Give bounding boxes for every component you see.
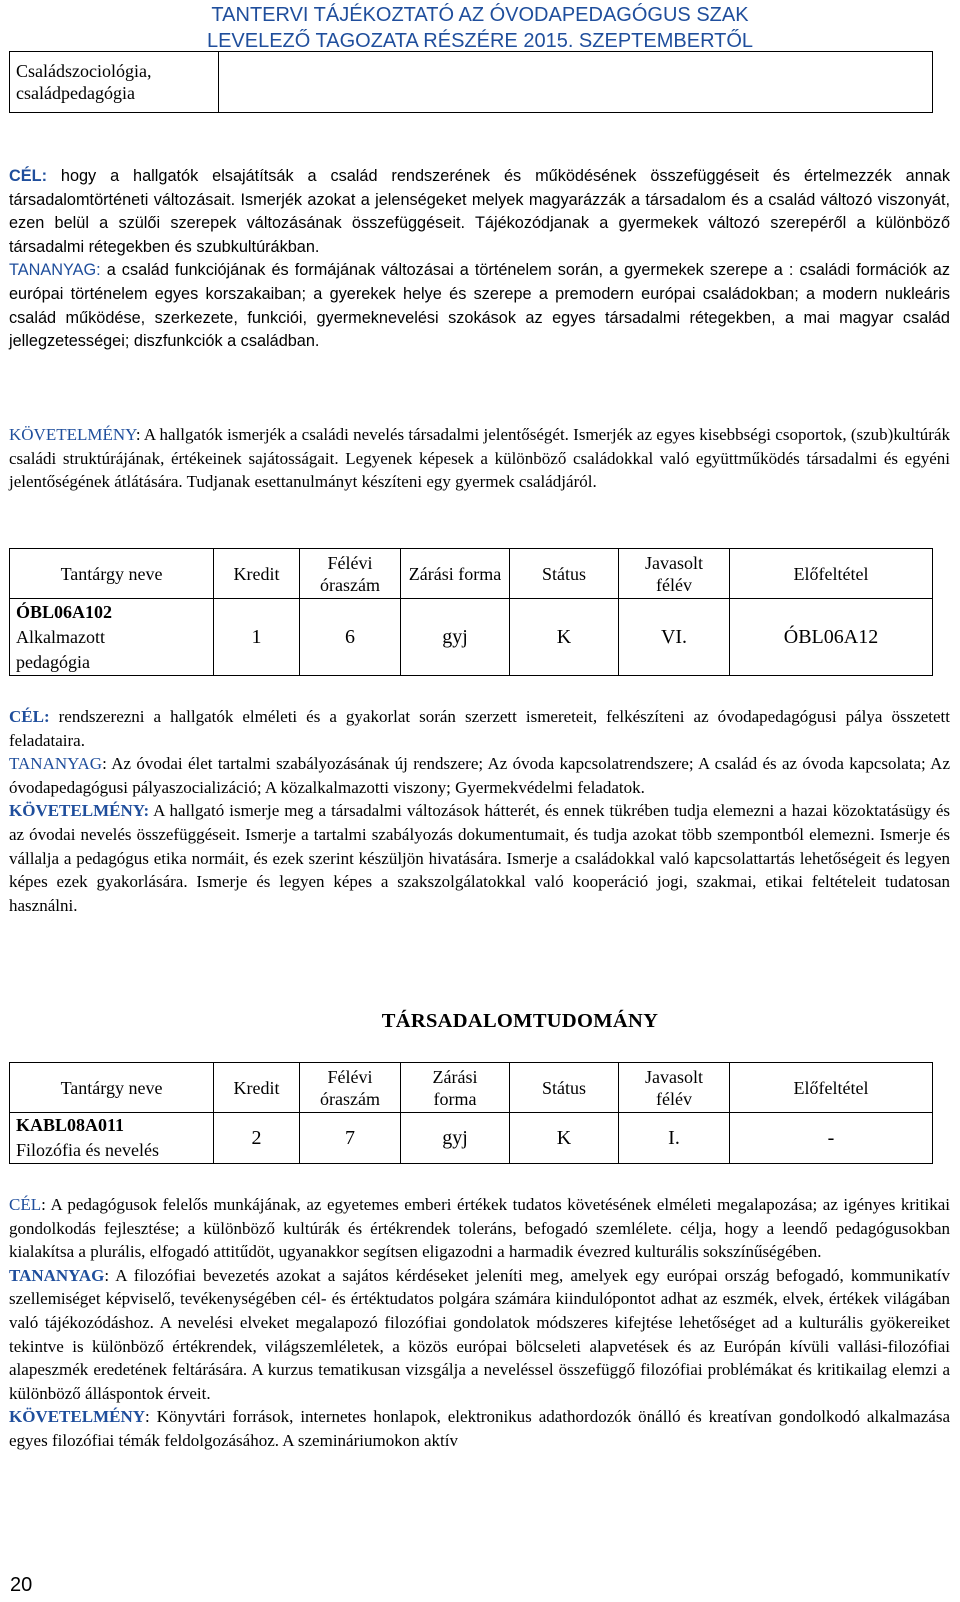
row-exam: gyj — [401, 599, 510, 676]
curriculum-text: : A filozófiai bevezetés azokat a sajátos kérdéseket jeleníti meg, amelyek egy európai ország befogadó, kommunikatív szellemiséget képviselő, tevékenységében cél- és értéktudatos polgára számára kiindulópontot adhat az eszmék, elvek, értékek világában való tájékozódáshoz. A nevelési elveket megalapozó filozófiai gondolatok módszeres kifejtése lehetőséget ad a kulturális gyökereiket tekintve is különböző értékrendek, világszemléletek, a közös európai bölcseleti alapvetések és az Európán kívüli vallási-filozófiai alapeszmék eredetének feltárására. A kurzus tematikusan vizsgálja a neveléssel összefüggő filozófiai problémákat és kritikailag elemzi a különböző álláspontok érveit. — [9, 1265, 950, 1403]
header-semester: Javasolt félév — [619, 549, 730, 599]
header-name: Tantárgy neve — [10, 1063, 214, 1113]
requirement-paragraph — [9, 423, 950, 494]
row-semester: I. — [619, 1113, 730, 1164]
row-semester: VI. — [619, 599, 730, 676]
header-name: Tantárgy neve — [10, 549, 214, 599]
course-table-1 — [9, 548, 933, 676]
curriculum-label: TANANYAG: — [9, 261, 101, 280]
requirement-label: KÖVETELMÉNY — [9, 1407, 146, 1427]
row-kredit: 2 — [214, 1113, 300, 1164]
requirement-label: KÖVETELMÉNY — [9, 425, 136, 444]
requirement-label: KÖVETELMÉNY: — [9, 801, 150, 821]
row-code: ÓBL06A102 — [16, 601, 113, 622]
empty-cell — [219, 52, 933, 113]
requirement-text: : Könyvtári források, internetes honlapok, elektronikus adathordozók önálló és kreatívan gondolkodó alkalmazása egyes filozófiai témák feldolgozásához. A szemináriumokon aktív — [9, 1407, 950, 1450]
section-title: TÁRSADALOMTUDOMÁNY — [381, 1010, 659, 1032]
course-name-line-1: Családszociológia, — [16, 61, 152, 81]
header-exam: Zárási forma — [401, 549, 510, 599]
description-block-1 — [9, 165, 950, 354]
curriculum-label: TANANYAG — [9, 1265, 105, 1285]
header-hours: Félévi óraszám — [300, 1063, 401, 1113]
goal-text: hogy a hallgatók elsajátítsák a család rendszerének és működésének összefüggéseit és értelmezzék annak társadalomtörténeti változásait. Ismerjék azokat a jelenségeket melyek magyarázzák a társadalom és a család változó viszonyát, ezen belül a szülői szerepek változásának összefüggéseit. Tájékozódjanak a gyermekek változó szerepéről a különböző társadalmi rétegekben és szubkultúrákban. — [9, 167, 950, 256]
course-name-cell — [10, 52, 219, 113]
requirement-block-1 — [9, 423, 950, 494]
requirement-text: A hallgató ismerje meg a társadalmi változások hátterét, és ennek tükrében tudja elemezni a hazai közoktatásügy és az óvodai nevelés összefüggéseit. Ismerje a tartalmi szabályozás dokumentumait, és tudja azokat több szempontból elemezni. Ismerje és vállalja a pedagógus etika normáit, és ezek szerint készüljön hivatására. Ismerje a családokkal való kapcsolattartás lehetőségeit és legyen képes ezek gyakorlására. Ismerje és legyen képes a szakszolgálatokkal való kooperáció jogi, szakmai, etikai feltételeit tudatosan használni. — [9, 801, 950, 915]
header-kredit: Kredit — [214, 1063, 300, 1113]
requirement-paragraph — [9, 799, 950, 917]
curriculum-text: : Az óvodai élet tartalmi szabályozásának új rendszere; Az óvoda kapcsolatrendszere; A család és az óvoda kapcsolata; Az óvodapedagógusi pályaszocializáció; A közalkalmazotti viszony; Gyermekvédelmi feladatok. — [9, 754, 950, 797]
header-line-2: LEVELEZŐ TAGOZATA RÉSZÉRE 2015. SZEPTEMBERTŐL — [206, 30, 754, 52]
header-status: Státus — [510, 1063, 619, 1113]
goal-text: : A pedagógusok felelős munkájának, az egyetemes emberi értékek tudatos követésének elméleti megalapozása; az igényes kritikai gondolkodás fejlesztése; a különböző kultúrák és értékrendek toleráns, befogadó szemlélete. célja, hogy a leendő pedagógusokban kialakítsa a plurális, elfogadó attitűdöt, ugyanakkor segítsen eligazodni a harmadik évezred kulturális sokszínűségében. — [9, 1195, 950, 1262]
row-status: K — [510, 599, 619, 676]
row-name-line-2: pedagógia — [16, 651, 90, 672]
page-header — [150, 2, 810, 54]
row-status: K — [510, 1113, 619, 1164]
requirement-text: : A hallgatók ismerjék a családi nevelés társadalmi jelentőségét. Ismerjék az egyes kisebbségi csoportok, (szub)kultúrák családi struktúrájának, értékeinek sajátosságait. Legyenek képesek a különböző családokkal való együttműködés társadalmi és egyéni jelentőségének átlátására. Tudjanak esettanulmányt készíteni egy gyermek családjáról. — [9, 425, 950, 492]
course-name-line-2: családpedagógia — [16, 83, 135, 103]
header-exam: Zárási forma — [401, 1063, 510, 1113]
goal-paragraph — [9, 1193, 950, 1264]
goal-text: rendszerezni a hallgatók elméleti és a gyakorlat során szerzett ismereteit, felkészíteni az óvodapedagógusi pálya összetett feladataira. — [9, 707, 950, 750]
description-block-3 — [9, 1193, 950, 1453]
row-hours: 6 — [300, 599, 401, 676]
header-status: Státus — [510, 549, 619, 599]
curriculum-paragraph — [9, 259, 950, 353]
course-table-2 — [9, 1062, 933, 1164]
header-kredit: Kredit — [214, 549, 300, 599]
curriculum-paragraph — [9, 1264, 950, 1406]
description-block-2 — [9, 705, 950, 917]
header-line-1: TANTERVI TÁJÉKOZTATÓ AZ ÓVODAPEDAGÓGUS SZAK — [211, 4, 749, 26]
row-hours: 7 — [300, 1113, 401, 1164]
row-code: KABL08A011 — [16, 1115, 125, 1135]
header-prerequisite: Előfeltétel — [730, 549, 933, 599]
row-name — [10, 599, 214, 676]
row-prerequisite: ÓBL06A12 — [730, 599, 933, 676]
header-hours: Félévi óraszám — [300, 549, 401, 599]
requirement-paragraph — [9, 1405, 950, 1452]
row-name-line-1: Alkalmazott — [16, 626, 105, 647]
row-kredit: 1 — [214, 599, 300, 676]
header-semester: Javasolt félév — [619, 1063, 730, 1113]
page-number: 20 — [10, 1574, 33, 1596]
row-name-line: Filozófia és nevelés — [16, 1140, 159, 1160]
row-exam: gyj — [401, 1113, 510, 1164]
curriculum-text: a család funkciójának és formájának változásai a történelem során, a gyermekek szerepe a : családi formációk az európai történelem egyes korszakaiban; a gyerekek helye és szerepe a premodern európai családokban; a modern nukleáris család működése, szerkezete, funkciói, gyermeknevelési szokások az egyes társadalmi rétegekben, a mai magyar család jellegzetességei; diszfunkciók a családban. — [9, 261, 950, 351]
goal-label: CÉL — [9, 1195, 42, 1214]
course-table-top — [9, 51, 933, 113]
row-name — [10, 1113, 214, 1164]
row-prerequisite: - — [730, 1113, 933, 1164]
goal-paragraph — [9, 705, 950, 752]
goal-label: CÉL: — [9, 167, 47, 185]
goal-label: CÉL: — [9, 707, 50, 726]
curriculum-paragraph — [9, 752, 950, 799]
header-prerequisite: Előfeltétel — [730, 1063, 933, 1113]
goal-paragraph — [9, 165, 950, 259]
curriculum-label: TANANYAG — [9, 754, 103, 774]
